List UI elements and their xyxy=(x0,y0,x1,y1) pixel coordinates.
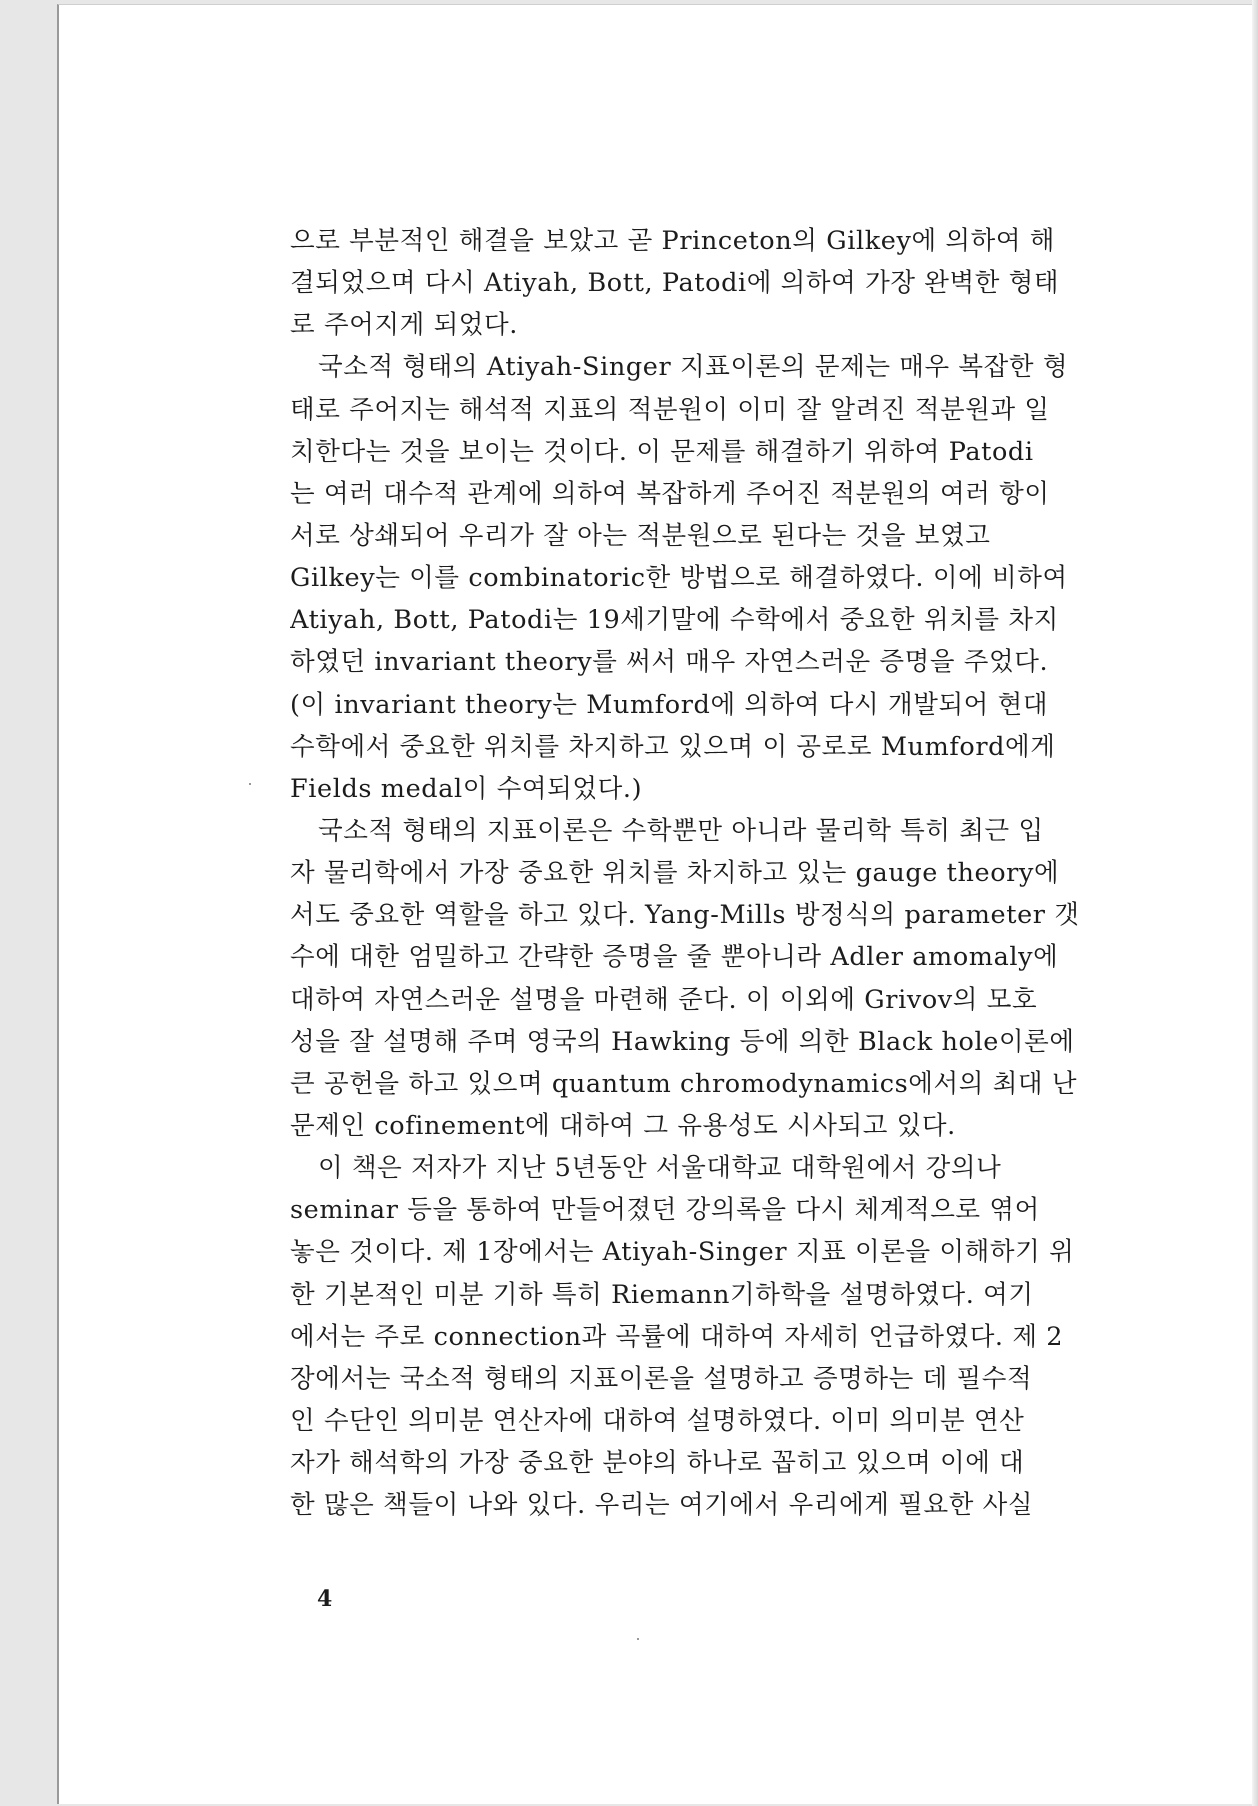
page-edge-shadow xyxy=(1252,0,1258,1806)
book-page xyxy=(57,4,1258,1804)
page-number: 4 xyxy=(317,1586,333,1612)
text-line: 으로 부분적인 해결을 보았고 곧 Princeton의 Gilkey에 의하여 해 xyxy=(290,226,1056,256)
text-line: 하였던 invariant theory를 써서 매우 자연스러운 증명을 주었다. xyxy=(290,647,1049,678)
text-line: 한 많은 책들이 나와 있다. 우리는 여기에서 우리에게 필요한 사실 xyxy=(290,1490,1034,1521)
text-line: 자가 해석학의 가장 중요한 분야의 하나로 꼽히고 있으며 이에 대 xyxy=(290,1448,1025,1479)
text-line: 수에 대한 엄밀하고 간략한 증명을 줄 뿐아니라 Adler amomaly에 xyxy=(290,942,1059,973)
scan-speck xyxy=(637,1638,639,1640)
text-line: 서로 상쇄되어 우리가 잘 아는 적분원으로 된다는 것을 보였고 xyxy=(290,520,991,551)
text-line: 로 주어지게 되었다. xyxy=(290,310,518,341)
text-line: Fields medal이 수여되었다.) xyxy=(290,773,643,804)
text-line: 태로 주어지는 해석적 지표의 적분원이 이미 잘 알려진 적분원과 일 xyxy=(290,394,1050,425)
text-line: 에서는 주로 connection과 곡률에 대하여 자세히 언급하였다. 제 2 xyxy=(290,1321,1064,1352)
text-line: (이 invariant theory는 Mumford에 의하여 다시 개발되어 현대 xyxy=(290,689,1049,720)
text-line: 수학에서 중요한 위치를 차지하고 있으며 이 공로로 Mumford에게 xyxy=(290,731,1056,762)
paragraph-start-line: 국소적 형태의 지표이론은 수학뿐만 아니라 물리학 특히 최근 입 xyxy=(318,815,1044,846)
text-line: 대하여 자연스러운 설명을 마련해 준다. 이 이외에 Grivov의 모호 xyxy=(290,984,1038,1015)
page-body-text xyxy=(290,220,1190,1526)
text-line: 치한다는 것을 보이는 것이다. 이 문제를 해결하기 위하여 Patodi xyxy=(290,436,1034,467)
text-line: 결되었으며 다시 Atiyah, Bott, Patodi에 의하여 가장 완벽한 형태 xyxy=(290,268,1060,299)
text-line: seminar 등을 통하여 만들어졌던 강의록을 다시 체계적으로 엮어 xyxy=(290,1195,1040,1226)
text-line: 서도 중요한 역할을 하고 있다. Yang-Mills 방정식의 parameter 갯 xyxy=(290,900,1080,931)
text-line: 성을 잘 설명해 주며 영국의 Hawking 등에 의한 Black hole이론에 xyxy=(290,1026,1075,1057)
text-line: Gilkey는 이를 combinatoric한 방법으로 해결하였다. 이에 비하여 xyxy=(290,563,1068,594)
text-line: Atiyah, Bott, Patodi는 19세기말에 수학에서 중요한 위치를 차지 xyxy=(290,605,1059,636)
paragraph-start-line: 국소적 형태의 Atiyah-Singer 지표이론의 문제는 매우 복잡한 형 xyxy=(318,352,1069,383)
text-line: 놓은 것이다. 제 1장에서는 Atiyah-Singer 지표 이론을 이해하기 위 xyxy=(290,1237,1075,1268)
text-line: 는 여러 대수적 관계에 의하여 복잡하게 주어진 적분원의 여러 항이 xyxy=(290,478,1050,509)
text-line: 장에서는 국소적 형태의 지표이론을 설명하고 증명하는 데 필수적 xyxy=(290,1363,1033,1394)
text-line: 큰 공헌을 하고 있으며 quantum chromodynamics에서의 최대 난 xyxy=(290,1068,1078,1099)
paragraph-start-line: 이 책은 저자가 지난 5년동안 서울대학교 대학원에서 강의나 xyxy=(318,1153,1002,1184)
text-line: 자 물리학에서 가장 중요한 위치를 차지하고 있는 gauge theory에 xyxy=(290,858,1060,889)
text-line: 문제인 cofinement에 대하여 그 유용성도 시사되고 있다. xyxy=(290,1110,956,1141)
scan-speck xyxy=(249,783,251,785)
text-line: 한 기본적인 미분 기하 특히 Riemann기하학을 설명하였다. 여기 xyxy=(290,1279,1034,1310)
text-line: 인 수단인 의미분 연산자에 대하여 설명하였다. 이미 의미분 연산 xyxy=(290,1405,1025,1436)
